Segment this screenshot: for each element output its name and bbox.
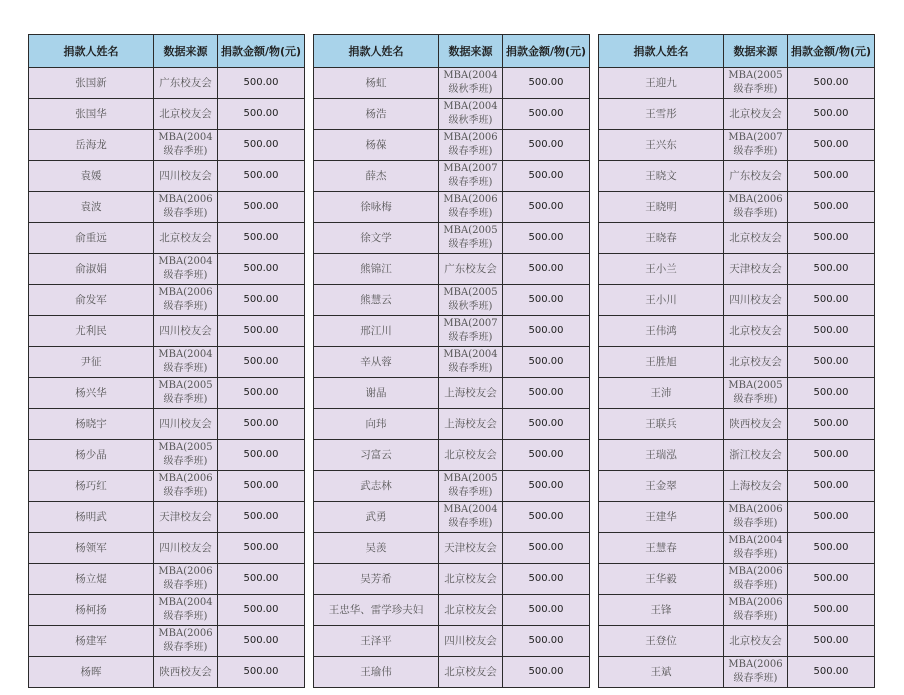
donor-amount: 500.00 bbox=[788, 533, 875, 564]
donor-source: 天津校友会 bbox=[154, 502, 218, 533]
table-row bbox=[314, 409, 590, 440]
table-row bbox=[29, 564, 305, 595]
donor-name: 辛从蓉 bbox=[314, 347, 439, 378]
table-row bbox=[314, 595, 590, 626]
table-row bbox=[599, 657, 875, 688]
donor-name: 谢晶 bbox=[314, 378, 439, 409]
donor-name: 王晓明 bbox=[599, 192, 724, 223]
donor-source: 天津校友会 bbox=[724, 254, 788, 285]
donor-source: 上海校友会 bbox=[439, 378, 503, 409]
table-row bbox=[29, 533, 305, 564]
donor-amount: 500.00 bbox=[503, 626, 590, 657]
donor-name: 王瑞泓 bbox=[599, 440, 724, 471]
donor-name: 尤利民 bbox=[29, 316, 154, 347]
donor-name: 王泽平 bbox=[314, 626, 439, 657]
donor-source: 浙江校友会 bbox=[724, 440, 788, 471]
donor-amount: 500.00 bbox=[218, 564, 305, 595]
donor-amount: 500.00 bbox=[503, 192, 590, 223]
donor-name: 杨领军 bbox=[29, 533, 154, 564]
donor-amount: 500.00 bbox=[503, 502, 590, 533]
table-row bbox=[29, 99, 305, 130]
donor-amount: 500.00 bbox=[218, 626, 305, 657]
table-row bbox=[29, 347, 305, 378]
donor-amount: 500.00 bbox=[503, 347, 590, 378]
donor-amount: 500.00 bbox=[503, 68, 590, 99]
donor-name: 杨晖 bbox=[29, 657, 154, 688]
donor-amount: 500.00 bbox=[788, 285, 875, 316]
donor-name: 张国华 bbox=[29, 99, 154, 130]
table-row bbox=[314, 99, 590, 130]
table-row bbox=[314, 626, 590, 657]
donor-amount: 500.00 bbox=[788, 192, 875, 223]
donor-name: 王登位 bbox=[599, 626, 724, 657]
donor-source: 北京校友会 bbox=[154, 223, 218, 254]
donor-name: 王迎九 bbox=[599, 68, 724, 99]
donor-source: MBA(2005级春季班) bbox=[439, 471, 503, 502]
table-row bbox=[314, 533, 590, 564]
donor-name: 杨建军 bbox=[29, 626, 154, 657]
header-amount: 捐款金额/物(元) bbox=[788, 35, 875, 68]
donor-source: 上海校友会 bbox=[724, 471, 788, 502]
donor-amount: 500.00 bbox=[503, 130, 590, 161]
donor-source: 北京校友会 bbox=[439, 595, 503, 626]
table-row bbox=[314, 192, 590, 223]
donor-amount: 500.00 bbox=[503, 223, 590, 254]
header-row bbox=[599, 35, 875, 68]
table-row bbox=[29, 440, 305, 471]
donor-source: 四川校友会 bbox=[154, 316, 218, 347]
table-row bbox=[29, 502, 305, 533]
table-row bbox=[314, 440, 590, 471]
donor-source: 四川校友会 bbox=[439, 626, 503, 657]
donor-source: MBA(2006级春季班) bbox=[439, 130, 503, 161]
donor-source: 天津校友会 bbox=[439, 533, 503, 564]
table-row bbox=[599, 130, 875, 161]
table-row bbox=[314, 347, 590, 378]
donor-name: 岳海龙 bbox=[29, 130, 154, 161]
donor-source: MBA(2006级春季班) bbox=[154, 626, 218, 657]
donor-source: 四川校友会 bbox=[154, 409, 218, 440]
donor-source: MBA(2004级春季班) bbox=[724, 533, 788, 564]
donor-list bbox=[28, 34, 875, 688]
donor-amount: 500.00 bbox=[503, 471, 590, 502]
table-row bbox=[599, 285, 875, 316]
donor-amount: 500.00 bbox=[503, 161, 590, 192]
donor-source: 北京校友会 bbox=[724, 223, 788, 254]
donor-amount: 500.00 bbox=[218, 99, 305, 130]
donor-source: MBA(2005级秋季班) bbox=[439, 285, 503, 316]
table-row bbox=[314, 316, 590, 347]
donor-name: 王晓春 bbox=[599, 223, 724, 254]
table-row bbox=[29, 223, 305, 254]
donor-name: 武勇 bbox=[314, 502, 439, 533]
table-row bbox=[599, 626, 875, 657]
header-row bbox=[29, 35, 305, 68]
donor-name: 王忠华、雷学珍夫妇 bbox=[314, 595, 439, 626]
donor-name: 袁波 bbox=[29, 192, 154, 223]
table-row bbox=[599, 161, 875, 192]
donor-source: 上海校友会 bbox=[439, 409, 503, 440]
donor-source: 北京校友会 bbox=[724, 347, 788, 378]
donor-amount: 500.00 bbox=[788, 657, 875, 688]
donor-amount: 500.00 bbox=[218, 223, 305, 254]
table-row bbox=[29, 68, 305, 99]
donor-source: MBA(2005级春季班) bbox=[439, 223, 503, 254]
table-row bbox=[599, 316, 875, 347]
donor-amount: 500.00 bbox=[503, 99, 590, 130]
table-row bbox=[29, 657, 305, 688]
donor-amount: 500.00 bbox=[503, 254, 590, 285]
donor-name: 杨晓宇 bbox=[29, 409, 154, 440]
donor-name: 王兴东 bbox=[599, 130, 724, 161]
donor-amount: 500.00 bbox=[788, 254, 875, 285]
header-source: 数据来源 bbox=[724, 35, 788, 68]
table-row bbox=[314, 378, 590, 409]
donor-source: 四川校友会 bbox=[724, 285, 788, 316]
table-row bbox=[29, 254, 305, 285]
donor-source: 广东校友会 bbox=[154, 68, 218, 99]
donor-source: 四川校友会 bbox=[154, 533, 218, 564]
table-row bbox=[314, 285, 590, 316]
donor-name: 杨兴华 bbox=[29, 378, 154, 409]
donor-name: 武志林 bbox=[314, 471, 439, 502]
donor-source: MBA(2007级春季班) bbox=[439, 161, 503, 192]
donor-amount: 500.00 bbox=[503, 285, 590, 316]
donor-source: 北京校友会 bbox=[154, 99, 218, 130]
table-row bbox=[599, 192, 875, 223]
table-row bbox=[29, 161, 305, 192]
donor-source: MBA(2004级秋季班) bbox=[439, 99, 503, 130]
donor-source: 北京校友会 bbox=[439, 440, 503, 471]
donor-name: 王小兰 bbox=[599, 254, 724, 285]
donor-name: 王建华 bbox=[599, 502, 724, 533]
donor-source: MBA(2006级春季班) bbox=[154, 564, 218, 595]
donor-amount: 500.00 bbox=[788, 440, 875, 471]
table-row bbox=[29, 316, 305, 347]
table-row bbox=[599, 223, 875, 254]
donor-amount: 500.00 bbox=[218, 285, 305, 316]
table-row bbox=[314, 657, 590, 688]
donor-source: MBA(2006级春季班) bbox=[724, 595, 788, 626]
donor-amount: 500.00 bbox=[788, 409, 875, 440]
donor-amount: 500.00 bbox=[788, 347, 875, 378]
donor-name: 王沛 bbox=[599, 378, 724, 409]
donor-source: 北京校友会 bbox=[724, 316, 788, 347]
table-row bbox=[314, 471, 590, 502]
donor-source: 北京校友会 bbox=[724, 99, 788, 130]
donor-amount: 500.00 bbox=[218, 533, 305, 564]
donor-source: MBA(2006级春季班) bbox=[154, 192, 218, 223]
donor-name: 杨立焜 bbox=[29, 564, 154, 595]
donor-amount: 500.00 bbox=[788, 502, 875, 533]
donor-source: 陕西校友会 bbox=[724, 409, 788, 440]
table-row bbox=[599, 254, 875, 285]
donor-amount: 500.00 bbox=[218, 254, 305, 285]
table-row bbox=[29, 626, 305, 657]
donor-source: MBA(2005级春季班) bbox=[724, 68, 788, 99]
donor-name: 熊锦江 bbox=[314, 254, 439, 285]
donor-amount: 500.00 bbox=[788, 130, 875, 161]
table-row bbox=[599, 533, 875, 564]
donor-source: 北京校友会 bbox=[439, 657, 503, 688]
table-row bbox=[599, 595, 875, 626]
donor-source: MBA(2005级春季班) bbox=[154, 378, 218, 409]
donor-name: 王小川 bbox=[599, 285, 724, 316]
donor-amount: 500.00 bbox=[503, 595, 590, 626]
table-row bbox=[599, 99, 875, 130]
donor-source: 广东校友会 bbox=[724, 161, 788, 192]
donor-name: 尹征 bbox=[29, 347, 154, 378]
donor-source: MBA(2006级春季班) bbox=[724, 657, 788, 688]
table-row bbox=[29, 192, 305, 223]
donor-amount: 500.00 bbox=[218, 502, 305, 533]
donor-amount: 500.00 bbox=[218, 347, 305, 378]
donor-amount: 500.00 bbox=[788, 68, 875, 99]
donor-name: 徐文学 bbox=[314, 223, 439, 254]
table-row bbox=[599, 564, 875, 595]
donor-source: 四川校友会 bbox=[154, 161, 218, 192]
donor-source: MBA(2007级春季班) bbox=[439, 316, 503, 347]
donor-table-1 bbox=[28, 34, 305, 688]
donor-amount: 500.00 bbox=[503, 657, 590, 688]
donor-name: 杨葆 bbox=[314, 130, 439, 161]
donor-source: MBA(2007级春季班) bbox=[724, 130, 788, 161]
donor-amount: 500.00 bbox=[218, 409, 305, 440]
table-row bbox=[29, 409, 305, 440]
donor-name: 徐咏梅 bbox=[314, 192, 439, 223]
header-row bbox=[314, 35, 590, 68]
table-row bbox=[599, 502, 875, 533]
donor-amount: 500.00 bbox=[788, 223, 875, 254]
table-row bbox=[314, 254, 590, 285]
donor-amount: 500.00 bbox=[788, 316, 875, 347]
table-row bbox=[29, 285, 305, 316]
table-row bbox=[29, 378, 305, 409]
table-row bbox=[29, 595, 305, 626]
donor-source: MBA(2004级春季班) bbox=[154, 254, 218, 285]
donor-amount: 500.00 bbox=[788, 471, 875, 502]
donor-amount: 500.00 bbox=[503, 564, 590, 595]
table-row bbox=[599, 378, 875, 409]
donor-amount: 500.00 bbox=[218, 68, 305, 99]
donor-source: MBA(2005级春季班) bbox=[724, 378, 788, 409]
donor-amount: 500.00 bbox=[788, 378, 875, 409]
donor-name: 习富云 bbox=[314, 440, 439, 471]
table-row bbox=[314, 161, 590, 192]
donor-source: MBA(2006级春季班) bbox=[439, 192, 503, 223]
donor-amount: 500.00 bbox=[218, 378, 305, 409]
donor-amount: 500.00 bbox=[503, 533, 590, 564]
donor-name: 王晓文 bbox=[599, 161, 724, 192]
donor-source: MBA(2004级春季班) bbox=[439, 502, 503, 533]
donor-name: 王慧春 bbox=[599, 533, 724, 564]
donor-name: 王金翠 bbox=[599, 471, 724, 502]
donor-amount: 500.00 bbox=[503, 440, 590, 471]
donor-name: 杨巧红 bbox=[29, 471, 154, 502]
table-row bbox=[599, 68, 875, 99]
table-row bbox=[314, 223, 590, 254]
table-row bbox=[29, 130, 305, 161]
header-source: 数据来源 bbox=[154, 35, 218, 68]
donor-amount: 500.00 bbox=[218, 657, 305, 688]
donor-name: 王伟鸿 bbox=[599, 316, 724, 347]
donor-amount: 500.00 bbox=[788, 626, 875, 657]
donor-name: 杨明武 bbox=[29, 502, 154, 533]
donor-name: 王华毅 bbox=[599, 564, 724, 595]
donor-name: 张国新 bbox=[29, 68, 154, 99]
donor-name: 杨少晶 bbox=[29, 440, 154, 471]
header-amount: 捐款金额/物(元) bbox=[503, 35, 590, 68]
donor-amount: 500.00 bbox=[218, 440, 305, 471]
donor-amount: 500.00 bbox=[503, 378, 590, 409]
table-row bbox=[599, 471, 875, 502]
donor-source: MBA(2006级春季班) bbox=[724, 192, 788, 223]
header-name: 捐款人姓名 bbox=[314, 35, 439, 68]
donor-source: MBA(2004级秋季班) bbox=[439, 68, 503, 99]
table-row bbox=[314, 564, 590, 595]
donor-amount: 500.00 bbox=[218, 192, 305, 223]
donor-name: 王瑜伟 bbox=[314, 657, 439, 688]
donor-amount: 500.00 bbox=[218, 130, 305, 161]
donor-amount: 500.00 bbox=[503, 316, 590, 347]
donor-name: 向玮 bbox=[314, 409, 439, 440]
donor-source: 陕西校友会 bbox=[154, 657, 218, 688]
donor-name: 杨柯扬 bbox=[29, 595, 154, 626]
donor-name: 王斌 bbox=[599, 657, 724, 688]
donor-amount: 500.00 bbox=[788, 595, 875, 626]
donor-source: MBA(2005级春季班) bbox=[154, 440, 218, 471]
donor-name: 俞重远 bbox=[29, 223, 154, 254]
donor-source: MBA(2006级春季班) bbox=[724, 502, 788, 533]
donor-table-2 bbox=[313, 34, 590, 688]
donor-name: 袁媛 bbox=[29, 161, 154, 192]
donor-source: 北京校友会 bbox=[439, 564, 503, 595]
donor-source: MBA(2004级春季班) bbox=[154, 595, 218, 626]
donor-name: 王联兵 bbox=[599, 409, 724, 440]
header-name: 捐款人姓名 bbox=[29, 35, 154, 68]
donor-amount: 500.00 bbox=[218, 161, 305, 192]
header-source: 数据来源 bbox=[439, 35, 503, 68]
table-row bbox=[29, 471, 305, 502]
donor-name: 吴羡 bbox=[314, 533, 439, 564]
table-row bbox=[314, 502, 590, 533]
donor-name: 邢江川 bbox=[314, 316, 439, 347]
table-row bbox=[314, 68, 590, 99]
donor-name: 杨虹 bbox=[314, 68, 439, 99]
donor-source: MBA(2004级春季班) bbox=[439, 347, 503, 378]
donor-source: MBA(2006级春季班) bbox=[724, 564, 788, 595]
table-row bbox=[599, 440, 875, 471]
donor-source: MBA(2006级春季班) bbox=[154, 285, 218, 316]
donor-name: 薛杰 bbox=[314, 161, 439, 192]
header-amount: 捐款金额/物(元) bbox=[218, 35, 305, 68]
donor-table-3 bbox=[598, 34, 875, 688]
donor-name: 吴芳希 bbox=[314, 564, 439, 595]
header-name: 捐款人姓名 bbox=[599, 35, 724, 68]
donor-source: 广东校友会 bbox=[439, 254, 503, 285]
table-row bbox=[314, 130, 590, 161]
table-row bbox=[599, 347, 875, 378]
table-row bbox=[599, 409, 875, 440]
donor-amount: 500.00 bbox=[788, 564, 875, 595]
donor-source: 北京校友会 bbox=[724, 626, 788, 657]
donor-amount: 500.00 bbox=[503, 409, 590, 440]
donor-name: 王锋 bbox=[599, 595, 724, 626]
donor-name: 王胜旭 bbox=[599, 347, 724, 378]
donor-amount: 500.00 bbox=[218, 316, 305, 347]
donor-name: 王雪彤 bbox=[599, 99, 724, 130]
donor-amount: 500.00 bbox=[788, 161, 875, 192]
donor-source: MBA(2006级春季班) bbox=[154, 471, 218, 502]
donor-amount: 500.00 bbox=[218, 595, 305, 626]
donor-source: MBA(2004级春季班) bbox=[154, 347, 218, 378]
donor-amount: 500.00 bbox=[218, 471, 305, 502]
donor-name: 熊慧云 bbox=[314, 285, 439, 316]
donor-name: 俞发军 bbox=[29, 285, 154, 316]
donor-amount: 500.00 bbox=[788, 99, 875, 130]
donor-name: 杨浩 bbox=[314, 99, 439, 130]
donor-name: 俞淑娟 bbox=[29, 254, 154, 285]
donor-source: MBA(2004级春季班) bbox=[154, 130, 218, 161]
